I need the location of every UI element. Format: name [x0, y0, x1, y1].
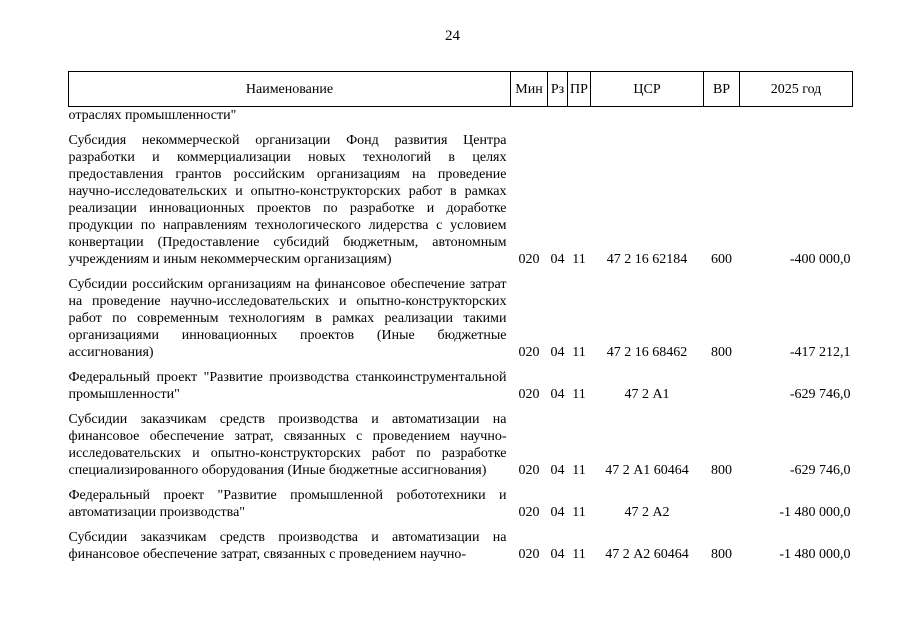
cell-min: 020: [518, 345, 540, 360]
cell-name: Субсидии заказчикам средств производства и автоматизации на финансовое обеспечение затрат, связанных с проведением научно-исследовательских и опытно-конструкторских работ по разработке специализированного оборудования (Иные бюджетные ассигнования): [68, 412, 507, 478]
cell-rz: 04: [550, 505, 565, 520]
cell-rz: 04: [550, 252, 565, 267]
cell-csr: 47 2 А2 60464: [605, 547, 689, 562]
cell-name: Субсидии российским организациям на финансовое обеспечение затрат на проведение научно-исследовательских и опытно-конструкторских работ по современным технологиям в рамках реализации такими организациями инновационных проектов (Иные бюджетные ассигнования): [68, 277, 507, 360]
cell-amount: -629 746,0: [789, 463, 851, 478]
cell-pr: 11: [572, 547, 586, 562]
cell-csr: 47 2 16 68462: [606, 345, 688, 360]
cell-name: Федеральный проект "Развитие промышленной робототехники и автоматизации производства": [68, 488, 507, 520]
cell-vr: [704, 107, 740, 127]
cell-pr: 11: [572, 252, 586, 267]
table-header-row: [69, 72, 853, 107]
cell-pr: [568, 107, 591, 127]
cell-amount: -400 000,0: [789, 252, 851, 267]
table-row: [69, 487, 853, 523]
cell-rz: 04: [550, 345, 565, 360]
header-rz: Рз: [548, 72, 568, 107]
budget-table: [68, 71, 853, 565]
cell-csr: 47 2 А1: [624, 387, 670, 402]
cell-min: 020: [518, 463, 540, 478]
cell-min: [511, 107, 548, 127]
cell-min: 020: [518, 505, 540, 520]
cell-amount: -1 480 000,0: [779, 505, 851, 520]
cell-csr: [591, 107, 704, 127]
table-row: [69, 276, 853, 363]
cell-pr: 11: [572, 505, 586, 520]
cell-csr: 47 2 А2: [624, 505, 670, 520]
cell-rz: 04: [550, 387, 565, 402]
cell-vr: 800: [711, 463, 732, 478]
page-number: 24: [445, 28, 460, 44]
cell-vr: [704, 369, 740, 405]
cell-name: отраслях промышленности": [68, 108, 237, 123]
cell-csr: 47 2 16 62184: [606, 252, 688, 267]
cell-vr: 800: [711, 547, 732, 562]
header-name: Наименование: [69, 72, 511, 107]
header-vr: ВР: [704, 72, 740, 107]
cell-min: 020: [518, 252, 540, 267]
cell-vr: [704, 487, 740, 523]
cell-vr: 800: [711, 345, 732, 360]
cell-pr: 11: [572, 463, 586, 478]
cell-amount: -417 212,1: [789, 345, 851, 360]
cell-name: Федеральный проект "Развитие производства станкоинструментальной промышленности": [68, 370, 507, 402]
cell-csr: 47 2 А1 60464: [605, 463, 689, 478]
cell-rz: 04: [550, 547, 565, 562]
cell-amount: [740, 107, 853, 127]
cell-amount: -629 746,0: [789, 387, 851, 402]
header-min: Мин: [511, 72, 548, 107]
table-row: [69, 369, 853, 405]
table-row: [69, 411, 853, 481]
cell-pr: 11: [572, 345, 586, 360]
table-row: [69, 132, 853, 270]
cell-min: 020: [518, 547, 540, 562]
cell-pr: 11: [572, 387, 586, 402]
table-row: [69, 107, 853, 127]
header-year: 2025 год: [740, 72, 853, 107]
cell-name: Субсидии заказчикам средств производства и автоматизации на финансовое обеспечение затрат, связанных с проведением научно-: [68, 530, 507, 562]
cell-amount: -1 480 000,0: [779, 547, 851, 562]
cell-rz: [548, 107, 568, 127]
cell-min: 020: [518, 387, 540, 402]
cell-rz: 04: [550, 463, 565, 478]
cell-vr: 600: [711, 252, 732, 267]
cell-name: Субсидия некоммерческой организации Фонд развития Центра разработки и коммерциализации новых технологий в целях предоставления грантов российским организациям на проведение научно-исследовательских и опытно-конструкторских работ в рамках реализации инновационных проектов по разработке и доработке продукции по направлениям технологического лидерства с условием конвертации (Предоставление субсидий бюджетным, автономным учреждениям и иным некоммерческим организациям): [68, 133, 507, 267]
header-pr: ПР: [568, 72, 591, 107]
header-csr: ЦСР: [591, 72, 704, 107]
table-row: [69, 529, 853, 565]
